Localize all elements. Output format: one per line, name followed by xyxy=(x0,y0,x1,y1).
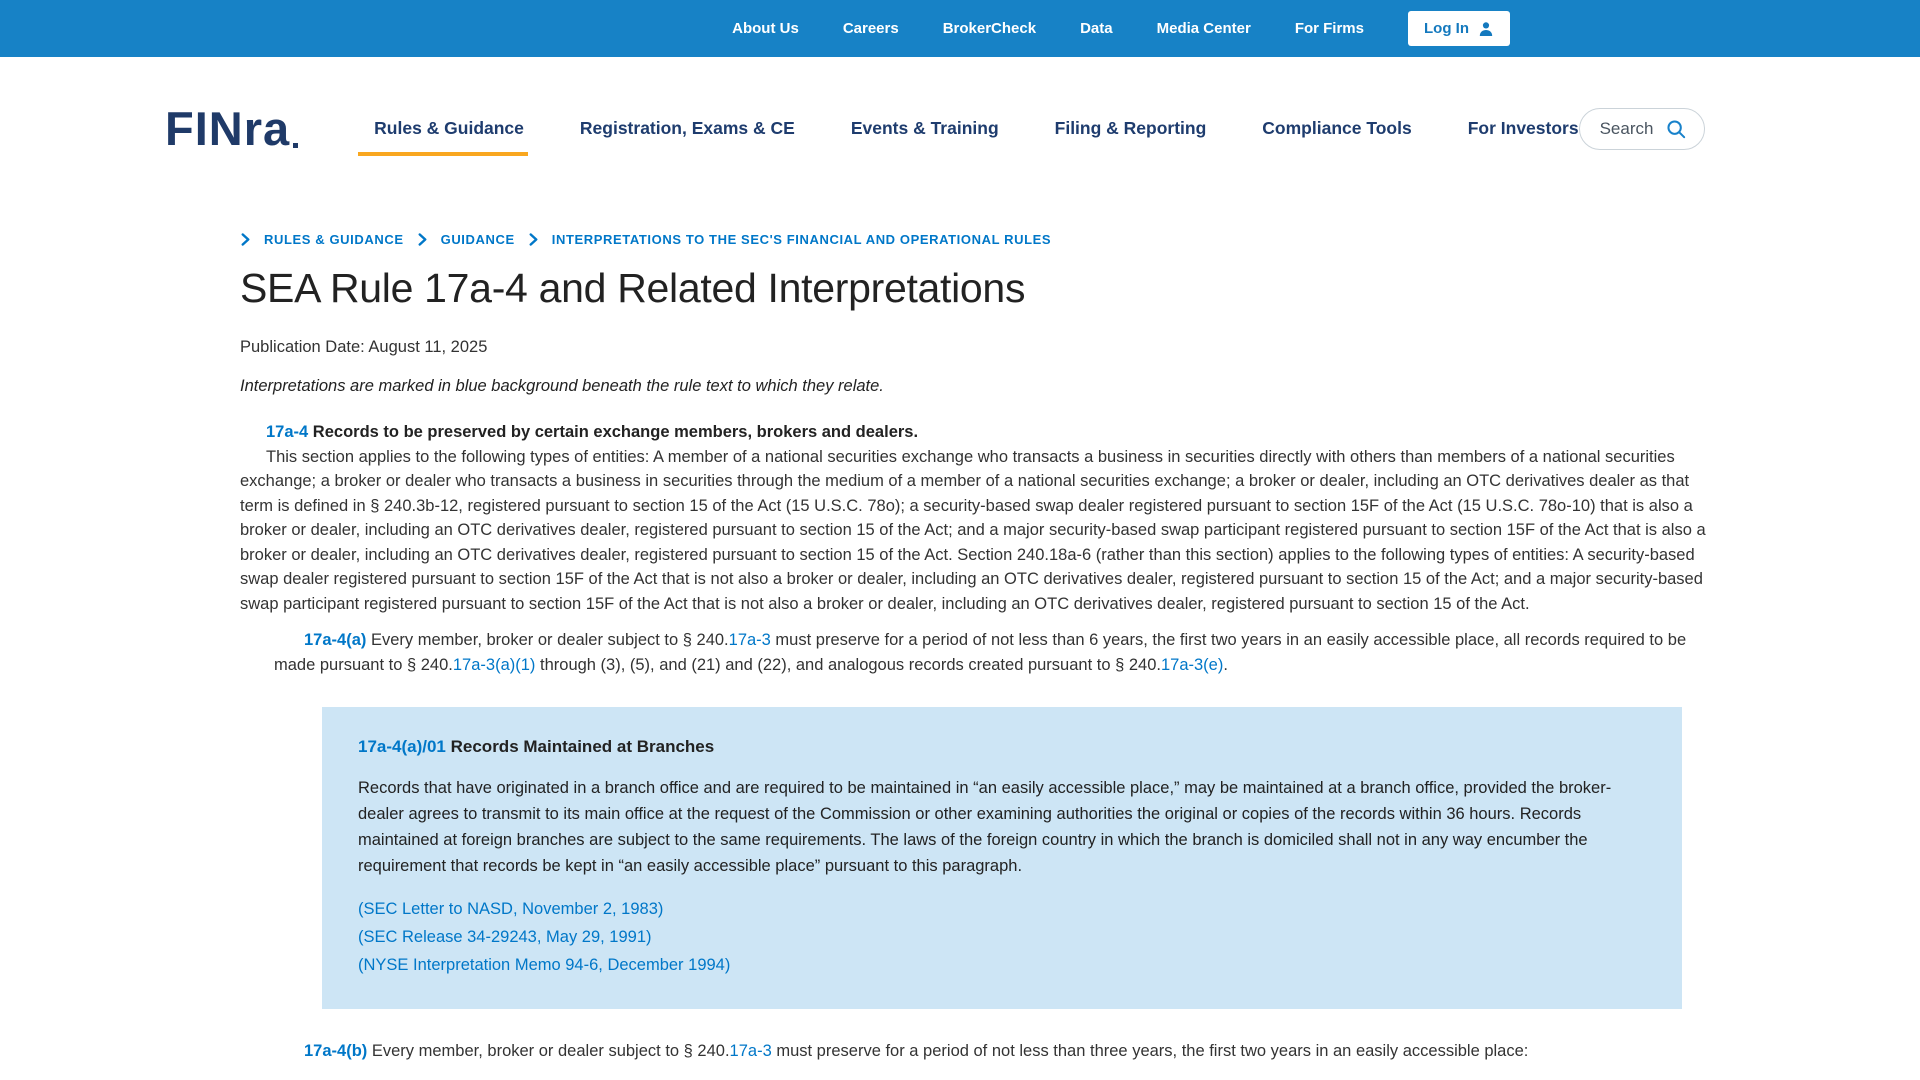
rule-17a-4b-link[interactable]: 17a-4(b) xyxy=(304,1042,368,1061)
link-17a-3[interactable]: 17a-3 xyxy=(728,631,771,650)
breadcrumb-guidance[interactable]: GUIDANCE xyxy=(440,232,515,247)
interp-number-link[interactable]: 17a-4(a)/01 xyxy=(358,737,446,757)
search-label: Search xyxy=(1599,118,1654,138)
breadcrumb-interpretations[interactable]: INTERPRETATIONS TO THE SEC'S FINANCIAL AND OPERATIONAL RULES xyxy=(551,232,1052,247)
search-icon xyxy=(1666,119,1686,139)
citation-sec-release-link[interactable]: (SEC Release 34-29243, May 29, 1991) xyxy=(358,928,652,947)
nav-rules-guidance[interactable]: Rules & Guidance xyxy=(374,118,524,138)
rule-17a-4a-paragraph xyxy=(274,628,1710,677)
nav-events-training[interactable]: Events & Training xyxy=(850,118,999,138)
rule-17a-4-body: This section applies to the following types of entities: A member of a national securities exchange who transacts a business in securities directly with others than members of a national securities exchange; a broker or dealer who transacts a business in securities through the medium of a member of a national securities exchange; a broker or dealer, including an OTC derivatives dealer as that term is defined in § 240.3b-12, registered pursuant to section 15 of the Act (15 U.S.C. 78o); a security-based swap dealer registered pursuant to section 15F of the Act (15 U.S.C. 78o-10) that is also a broker or dealer, including an OTC derivatives dealer, registered pursuant to section 15 of the Act; and a major security-based swap participant registered pursuant to section 15F of the Act that is also a broker or dealer, including an OTC derivatives dealer, registered pursuant to section 15 of the Act. Section 240.18a-6 (rather than this section) applies to the following types of entities: A security-based swap dealer registered pursuant to section 15F of the Act that is not also a broker or dealer, including an OTC derivatives dealer, registered pursuant to section 15 of the Act; and a major security-based swap participant registered pursuant to section 15F of the Act that is not also a broker or dealer, including an OTC derivatives dealer, registered pursuant to section 15 of the Act. xyxy=(240,447,1706,613)
nav-registration-exams-ce[interactable]: Registration, Exams & CE xyxy=(579,118,795,138)
breadcrumb xyxy=(240,232,1710,247)
link-17a-3-e[interactable]: 17a-3(e) xyxy=(1160,655,1224,674)
user-icon xyxy=(1478,21,1494,37)
page-title: SEA Rule 17a-4 and Related Interpretations xyxy=(240,265,1026,311)
primary-nav xyxy=(374,118,1578,139)
nav-for-investors[interactable]: For Investors xyxy=(1467,118,1579,138)
nav-compliance-tools[interactable]: Compliance Tools xyxy=(1262,118,1412,138)
interp-body: Records that have originated in a branch office and are required to be maintained in “an easily accessible place,” may be maintained at a branch office, provided the broker-dealer agrees to transmit to its main office at the request of the Commission or other examining authorities the original or copies of the records within 36 hours. Records maintained at foreign branches are subject to the same requirements. The laws of the foreign country in which the branch is domiciled shall not in any way encumber the requirement that records be kept in “an easily accessible place” pursuant to this paragraph. xyxy=(358,779,1612,876)
rule-17a-4b-text: Every member, broker or dealer subject to § 240. xyxy=(367,1042,730,1061)
link-17a-3-a-1[interactable]: 17a-3(a)(1) xyxy=(452,655,536,674)
login-button[interactable] xyxy=(1408,11,1510,46)
citation-nyse-memo-link[interactable]: (NYSE Interpretation Memo 94-6, December 1994) xyxy=(358,956,731,975)
rule-17a-4a-text: . xyxy=(1223,655,1228,674)
finra-logo-text: FINra xyxy=(165,102,291,155)
publication-date: Publication Date: August 11, 2025 xyxy=(240,338,488,357)
interp-citations xyxy=(358,895,1646,979)
utility-bar xyxy=(0,0,1920,57)
utility-link-brokercheck[interactable]: BrokerCheck xyxy=(942,20,1037,37)
interp-heading xyxy=(358,737,1646,757)
finra-logo[interactable] xyxy=(165,102,298,155)
rule-17a-4-heading xyxy=(240,420,1710,445)
utility-link-data[interactable]: Data xyxy=(1080,20,1113,37)
link-17a-3[interactable]: 17a-3 xyxy=(729,1042,772,1061)
utility-link-for-firms[interactable]: For Firms xyxy=(1294,20,1364,37)
utility-link-about-us[interactable]: About Us xyxy=(732,20,799,37)
interp-title: Records Maintained at Branches xyxy=(450,737,715,757)
chevron-right-icon xyxy=(240,233,251,246)
breadcrumb-rules-guidance[interactable]: RULES & GUIDANCE xyxy=(264,232,404,247)
chevron-right-icon xyxy=(528,233,539,246)
rule-17a-4a-text: Every member, broker or dealer subject to § 240. xyxy=(366,631,729,650)
rule-17a-4a-link[interactable]: 17a-4(a) xyxy=(304,631,367,650)
login-label: Log In xyxy=(1424,20,1469,37)
main-content xyxy=(0,232,1920,1064)
rule-17a-4a-text: must preserve for a period of not less than 6 years, the first two years in an easily accessible place, all records required to be made pursuant to § 240. xyxy=(274,631,1687,674)
rule-17a-4b-paragraph xyxy=(274,1039,1710,1064)
rule-17a-4b-text: must preserve for a period of not less than three years, the first two years in an easily accessible place: xyxy=(771,1042,1529,1061)
search-button[interactable] xyxy=(1579,108,1706,150)
site-header xyxy=(0,57,1920,200)
utility-nav xyxy=(732,11,1510,46)
rule-17a-4-link[interactable]: 17a-4 xyxy=(266,423,309,442)
citation-sec-letter-link[interactable]: (SEC Letter to NASD, November 2, 1983) xyxy=(358,900,664,919)
rule-17a-4-title: Records to be preserved by certain exchange members, brokers and dealers. xyxy=(312,423,919,442)
rule-17a-4a-text: through (3), (5), and (21) and (22), and analogous records created pursuant to § 240. xyxy=(535,655,1161,674)
logo-trademark-dot xyxy=(293,143,298,148)
chevron-right-icon xyxy=(417,233,428,246)
interpretation-note: Interpretations are marked in blue background beneath the rule text to which they relate. xyxy=(240,377,884,396)
utility-link-media-center[interactable]: Media Center xyxy=(1156,20,1251,37)
interpretation-box xyxy=(322,707,1682,1009)
utility-link-careers[interactable]: Careers xyxy=(842,20,899,37)
nav-filing-reporting[interactable]: Filing & Reporting xyxy=(1054,118,1207,138)
